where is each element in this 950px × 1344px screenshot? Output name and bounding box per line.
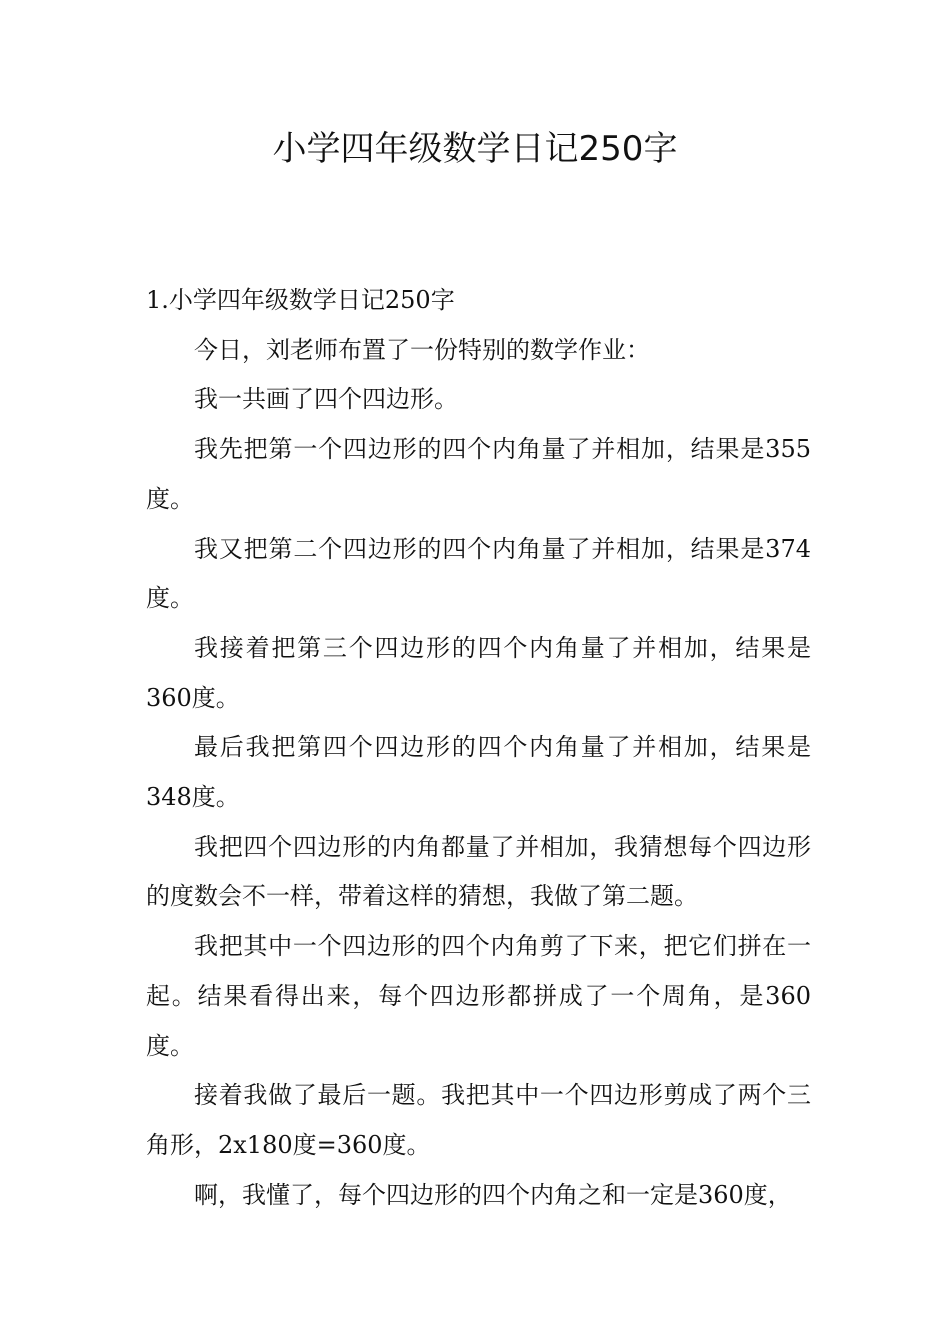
- paragraph: 我又把第二个四边形的四个内角量了并相加，结果是374度。: [146, 534, 811, 613]
- section-heading: 1.小学四年级数学日记250字: [146, 286, 455, 314]
- paragraph: 啊，我懂了，每个四边形的四个内角之和一定是360度，: [194, 1180, 792, 1209]
- paragraph: 我先把第一个四边形的四个内角量了并相加，结果是355度。: [146, 435, 811, 513]
- paragraph: 我一共画了四个四边形。: [194, 385, 458, 414]
- paragraph: 我接着把第三个四边形的四个内角量了并相加，结果是360度。: [146, 633, 811, 712]
- document-title: 小学四年级数学日记250字: [272, 129, 678, 169]
- paragraph: 我把其中一个四边形的四个内角剪了下来，把它们拼在一起。结果看得出来，每个四边形都拼成了一个周角，是360度。: [146, 932, 811, 1060]
- paragraph: 最后我把第四个四边形的四个内角量了并相加，结果是348度。: [146, 733, 811, 812]
- paragraph: 今日，刘老师布置了一份特别的数学作业：: [194, 335, 650, 364]
- document-body: [146, 276, 811, 1220]
- paragraph: 我把四个四边形的内角都量了并相加，我猜想每个四边形的度数会不一样，带着这样的猜想，我做了第二题。: [146, 832, 811, 911]
- paragraph: 接着我做了最后一题。我把其中一个四边形剪成了两个三角形，2x180度=360度。: [146, 1081, 811, 1159]
